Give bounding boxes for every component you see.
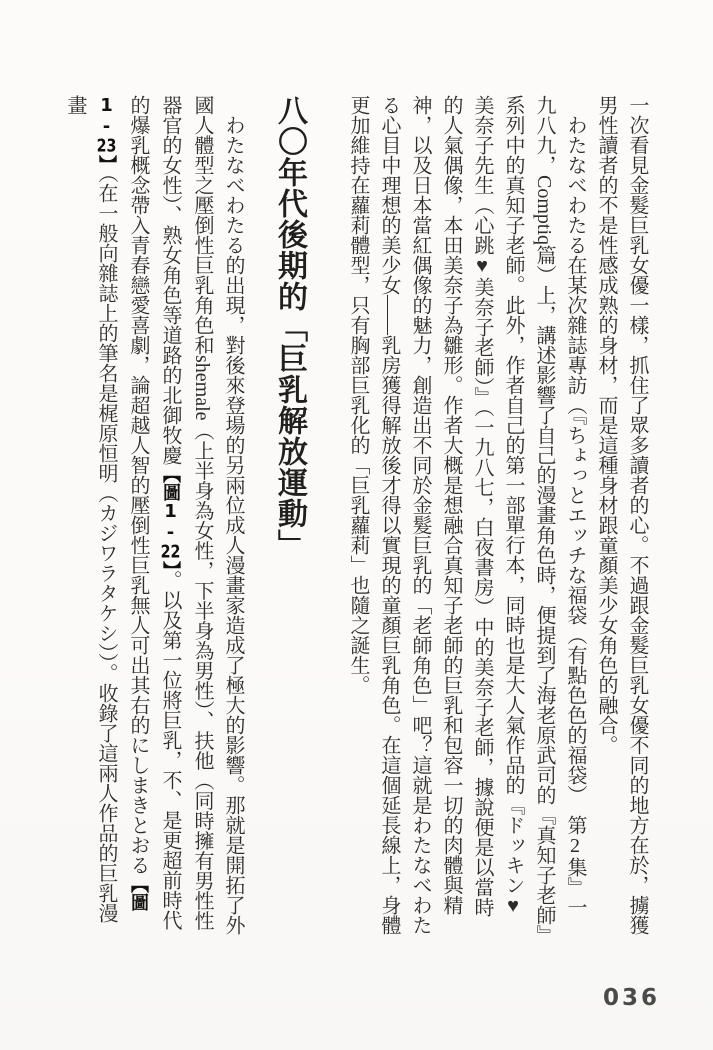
page-number: 036 (603, 985, 661, 1011)
paragraph (342, 95, 590, 935)
text-run: 。以及第一位將巨乳，不、是更超前時代的爆乳概念帶入青春戀愛喜劇，論超越人智的壓倒性巨乳無人可出其右的にしまきとおる (127, 95, 181, 930)
figure-reference: - (96, 116, 117, 137)
text-run: わたなべわたる的出現，對後來登場的另兩位成人漫畫家造成了極大的影響。那就是開拓了外國人體型之壓倒性巨乳角色和shemale（上半身為女性，下半身為男性）、扶他（同時擁有男性性器官的女性）、熟女角色等道路的北御牧慶 (159, 95, 244, 935)
figure-reference: 1 (160, 501, 181, 522)
figure-reference: 22 (160, 543, 181, 561)
paragraph (59, 95, 248, 935)
text-run: 一次看見金髮巨乳女優一樣，抓住了眾多讀者的心。不過跟金髮巨乳女優不同的地方在於，擄獲男性讀者的不是性感成熟的身材，而是這種身材跟童顏美少女角色的融合。 (595, 95, 648, 935)
text-run: 集』一九八九，Comptiq篇）上，講述影響了自己的漫畫角色時，便提到了海老原武司的『真知子老師』系列中的真知子老師。此外，作者自己的第一部單行本，同時也是大人氣作品的『ドッキン♥美奈子先生（心跳♥美奈子老師）』（一九八七，白夜書房）中的美奈子老師，據說便是以當時的人氣偶像，本田美奈子為雛形。作者大概是想融合真知子老師的巨乳和包容一切的肉體與精神，以及日本當紅偶像的魅力，創造出不同於金髮巨乳的「老師角色」吧？這就是わたなべわたる心目中理想的美少女——乳房獲得解放後才得以實現的童顏巨乳角色。在這個延長線上，身體更加維持在蘿莉體型，只有胸部巨乳化的「巨乳蘿莉」也隨之誕生。 (347, 95, 586, 936)
figure-reference: 】 (160, 561, 181, 570)
figure-reference: 】 (96, 155, 117, 173)
figure-reference: 【圖 (160, 465, 181, 501)
section-heading: 八〇年代後期的「巨乳解放運動」 (273, 95, 306, 560)
figure-reference: 1 (96, 95, 117, 116)
text-run: 2 (564, 835, 586, 857)
text-run: わたなべわたる在某次雜誌專訪（『ちょっとエッチな福袋（有點色色的福袋） 第 (564, 115, 586, 835)
figure-reference: 【圖 (128, 875, 149, 911)
article-text (59, 95, 652, 935)
figure-reference: 23 (96, 137, 117, 155)
paragraph (590, 95, 652, 935)
figure-reference: - (160, 522, 181, 543)
text-run: （在一般向雜誌上的筆名是梶原恒明（カジワラタケシ））。收錄了這兩人作品的巨乳漫畫 (64, 95, 117, 923)
